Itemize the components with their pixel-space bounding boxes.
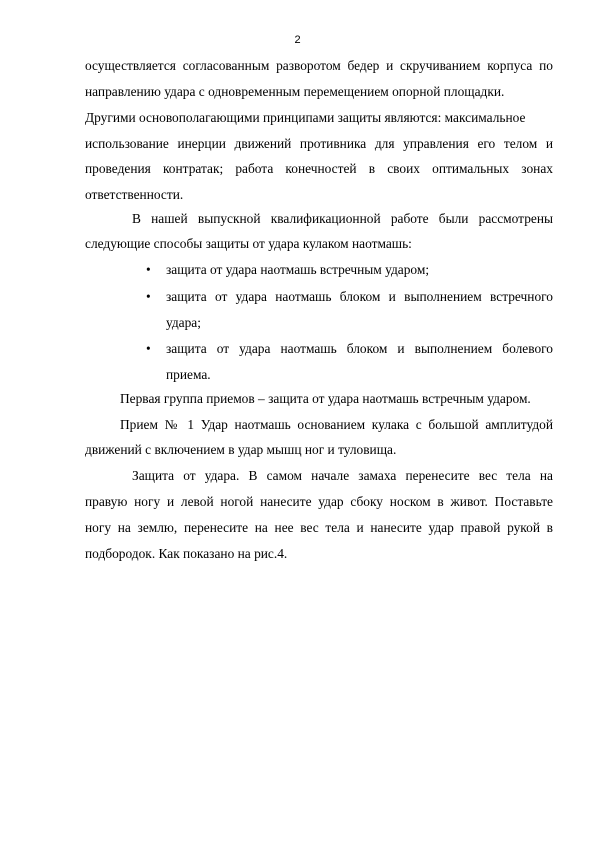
list-item-continuation: удара;: [166, 315, 201, 330]
page-number: 2: [294, 34, 301, 46]
body-text-line: направлению удара с одновременным перемещением опорной площадки.: [85, 84, 505, 99]
body-text-line: использование инерции движений противника для управления его телом и: [85, 136, 553, 151]
bullet-icon: •: [146, 289, 151, 304]
list-item: защита от удара наотмашь встречным ударом;: [166, 262, 430, 277]
body-text-line: движений с включением в удар мышц ног и туловища.: [85, 442, 397, 457]
body-text-line: правую ногу и левой ногой нанесите удар сбоку носком в живот. Поставьте: [85, 494, 553, 509]
body-text-line: осуществляется согласованным разворотом бедер и скручиванием корпуса по: [85, 58, 553, 73]
body-text-line: подбородок. Как показано на рис.4.: [85, 546, 288, 561]
body-text-line: проведения контратак; работа конечностей в своих оптимальных зонах: [85, 161, 553, 176]
body-text-line: следующие способы защиты от удара кулаком наотмашь:: [85, 236, 412, 251]
bullet-icon: •: [146, 262, 151, 277]
body-text-line: ногу на землю, перенесите на нее вес тела и нанесите удар правой рукой в: [85, 520, 553, 535]
list-item: защита от удара наотмашь блоком и выполнением встречного: [166, 289, 553, 304]
list-item-continuation: приема.: [166, 367, 211, 382]
bullet-icon: •: [146, 341, 151, 356]
body-text-line: Защита от удара. В самом начале замаха перенесите вес тела на: [132, 468, 553, 483]
body-text-line: В нашей выпускной квалификационной работе были рассмотрены: [132, 211, 553, 226]
body-text-line: ответственности.: [85, 187, 184, 202]
body-text-line: Прием № 1 Удар наотмашь основанием кулака с большой амплитудой: [120, 417, 553, 432]
list-item: защита от удара наотмашь блоком и выполнением болевого: [166, 341, 553, 356]
body-text-line: Первая группа приемов – защита от удара наотмашь встречным ударом.: [120, 391, 531, 406]
body-text-line: Другими основополагающими принципами защиты являются: максимальное: [85, 110, 526, 125]
